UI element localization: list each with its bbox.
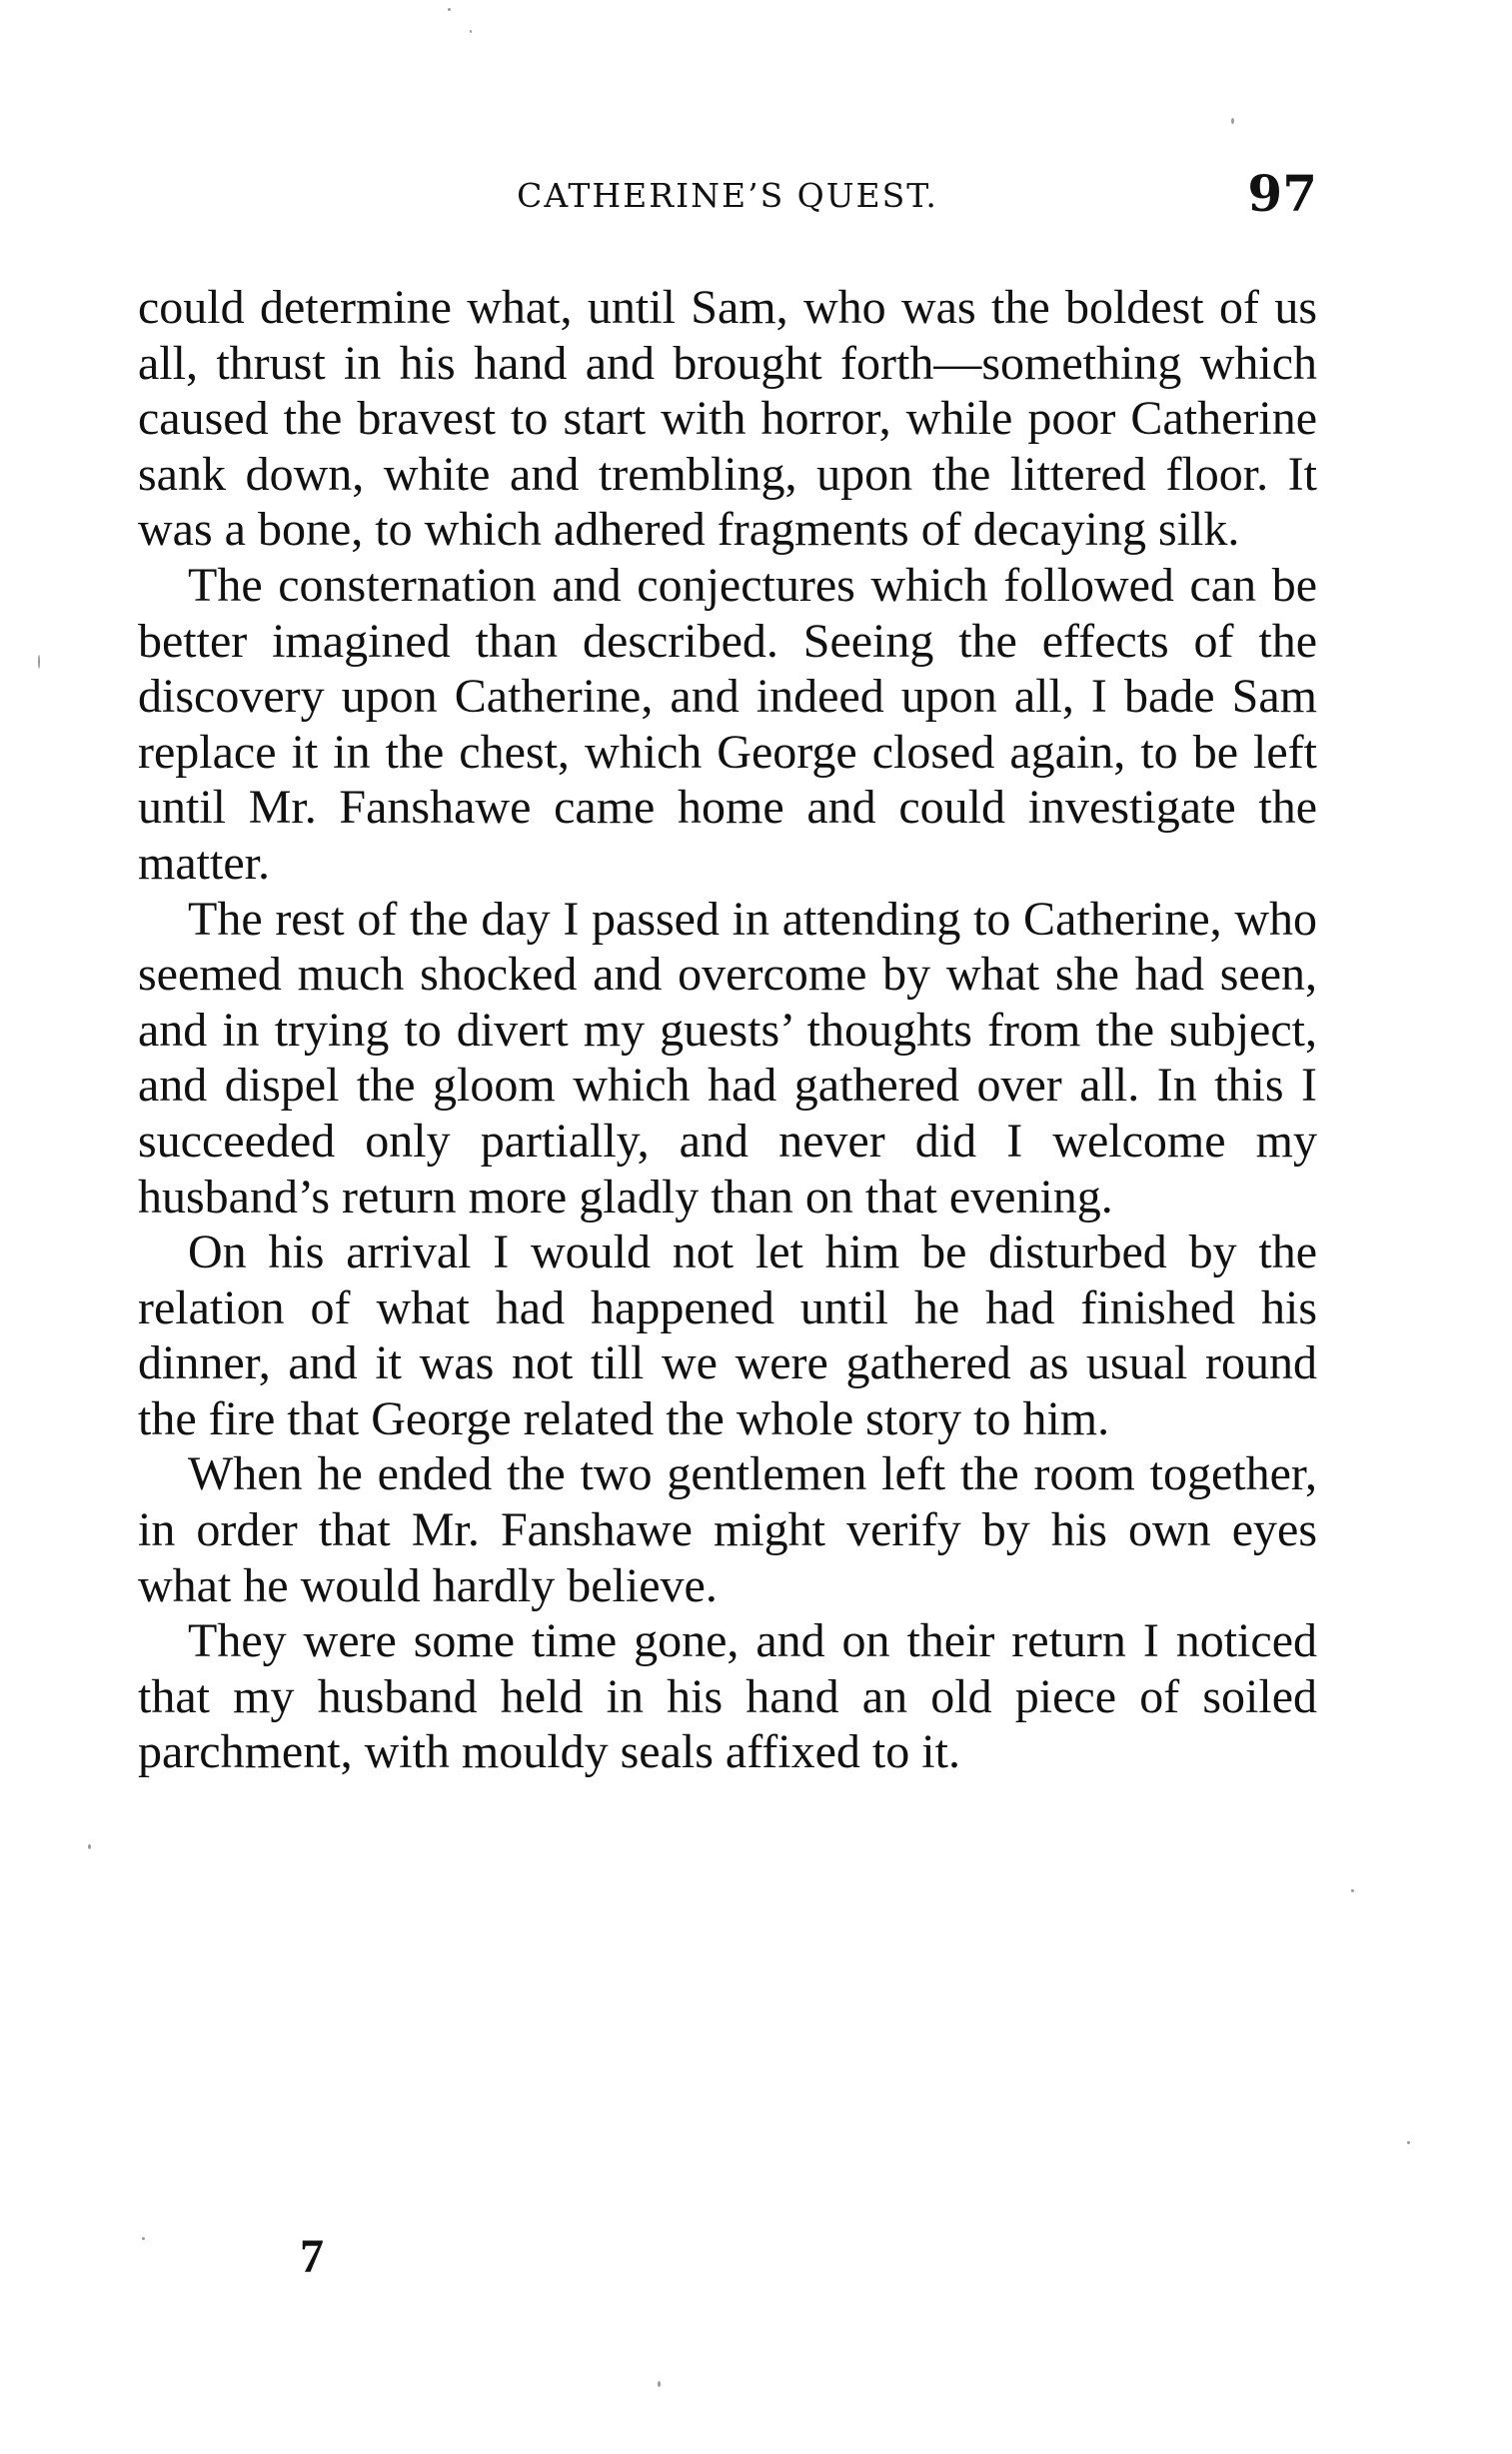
- running-head: [138, 162, 1317, 222]
- paragraph-continuation: could determine what, until Sam, who was the boldest of us all, thrust in his hand and brought forth—something which caused the bravest to start with horror, while poor Catherine sank down, white and trembling, upon the littered floor. It was a bone, to which adhered fragments of decaying silk.: [138, 281, 1317, 557]
- page-number: 97: [1247, 164, 1317, 223]
- paragraph: The rest of the day I passed in attending to Catherine, who seemed much shocked and overcome by what she had seen, and in trying to divert my guests’ thoughts from the subject, and dispel the gloom which had gathered over all. In this I succeeded only partially, and never did I welcome my husband’s return more gladly than on that evening.: [138, 892, 1317, 1224]
- paper-speck: [142, 2237, 145, 2240]
- paragraph: The consternation and conjectures which followed can be better imagined than described. Seeing the effects of the discovery upon Catherine, and indeed upon all, I bade Sam replace it in the chest, which George closed again, to be left until Mr. Fanshawe came home and could investigate the matter.: [138, 558, 1317, 890]
- paragraph: When he ended the two gentlemen left the room together, in order that Mr. Fanshawe might verify by his own eyes what he would hardly believe.: [138, 1447, 1317, 1612]
- paper-speck: [1407, 2141, 1410, 2144]
- paper-speck: [38, 655, 40, 669]
- paragraph: They were some time gone, and on their return I noticed that my husband held in his hand an old piece of soiled parchment, with mouldy seals affixed to it.: [138, 1614, 1317, 1779]
- paper-speck: [1351, 1889, 1354, 1892]
- paper-speck: [658, 2381, 661, 2387]
- paper-speck: [1231, 118, 1234, 124]
- signature-mark: 7: [300, 2230, 324, 2283]
- paper-speck: [88, 1844, 91, 1849]
- paper-speck: [448, 8, 451, 11]
- paragraph: On his arrival I would not let him be disturbed by the relation of what had happened until he had finished his dinner, and it was not till we were gathered as usual round the fire that George related the whole story to him.: [138, 1226, 1317, 1445]
- body-text: [138, 280, 1317, 1780]
- paper-speck: [470, 30, 472, 33]
- running-title: CATHERINE’S QUEST.: [517, 176, 938, 215]
